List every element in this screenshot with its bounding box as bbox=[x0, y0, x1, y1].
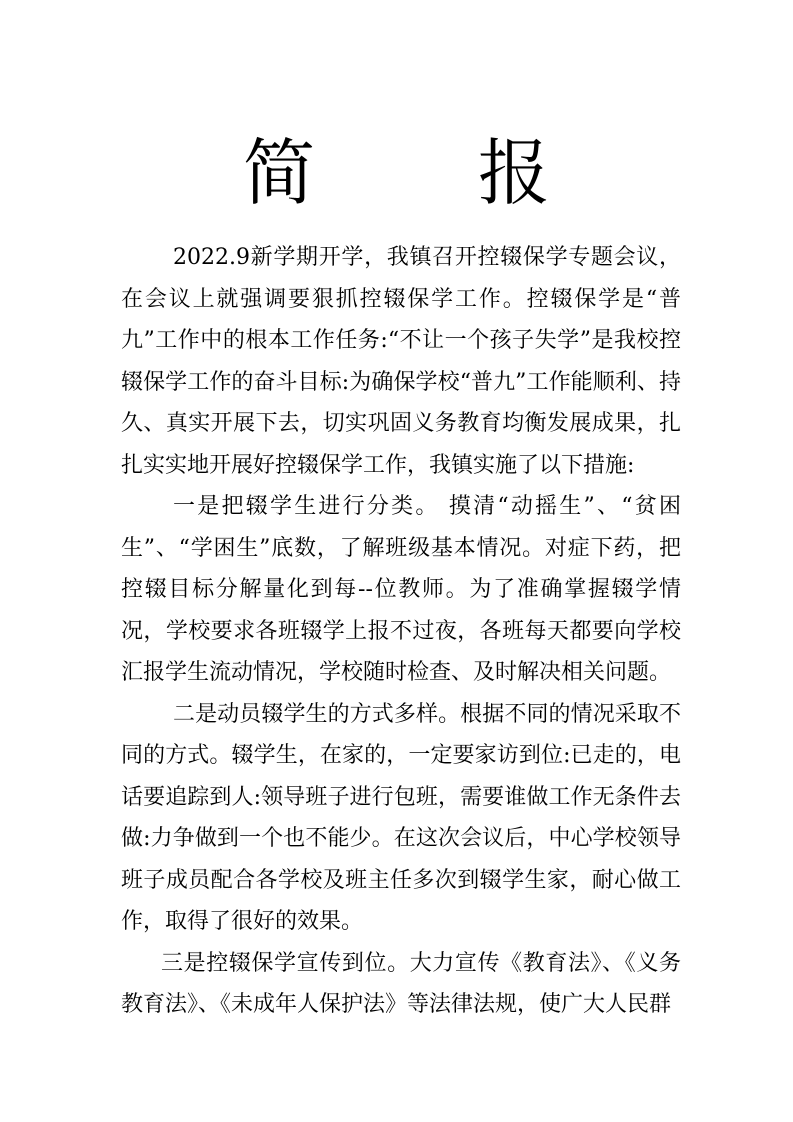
paragraph-measure-1: 一是把辍学生进行分类。 摸清“动摇生”、“贫困生”、“学困生”底数，了解班级基本情况。对症下药，把控辍目标分解量化到每--位教师。为了准确掌握辍学情况，学校要求各班辍学上报不过夜，各班每天都要向学校汇报学生流动情况，学校随时检查、及时解决相关问题。 bbox=[121, 494, 681, 685]
document-title: 简 报 bbox=[243, 131, 620, 215]
paragraph-measure-3: 三是控辍保学宣传到位。大力宣传《教育法》、《义务教育法》、《未成年人保护法》等法律法规，使广大人民群 bbox=[121, 950, 681, 1017]
paragraph-intro: 2022.9新学期开学，我镇召开控辍保学专题会议，在会议上就强调要狠抓控辍保学工作。控辍保学是“普九”工作中的根本工作任务:“不让一个孩子失学”是我校控辍保学工作的奋斗目标:为确保学校“普九”工作能顺利、持久、真实开展下去，切实巩固义务教育均衡发展成果，扎扎实实地开展好控辍保学工作，我镇实施了以下措施: bbox=[121, 245, 681, 478]
paragraph-measure-2: 二是动员辍学生的方式多样。根据不同的情况采取不同的方式。辍学生，在家的，一定要家访到位:已走的，电话要追踪到人:领导班子进行包班，需要谁做工作无条件去做:力争做到一个也不能少。在这次会议后，中心学校领导班子成员配合各学校及班主任多次到辍学生家，耐心做工作，取得了很好的效果。 bbox=[121, 701, 681, 934]
document-body bbox=[121, 237, 681, 1026]
